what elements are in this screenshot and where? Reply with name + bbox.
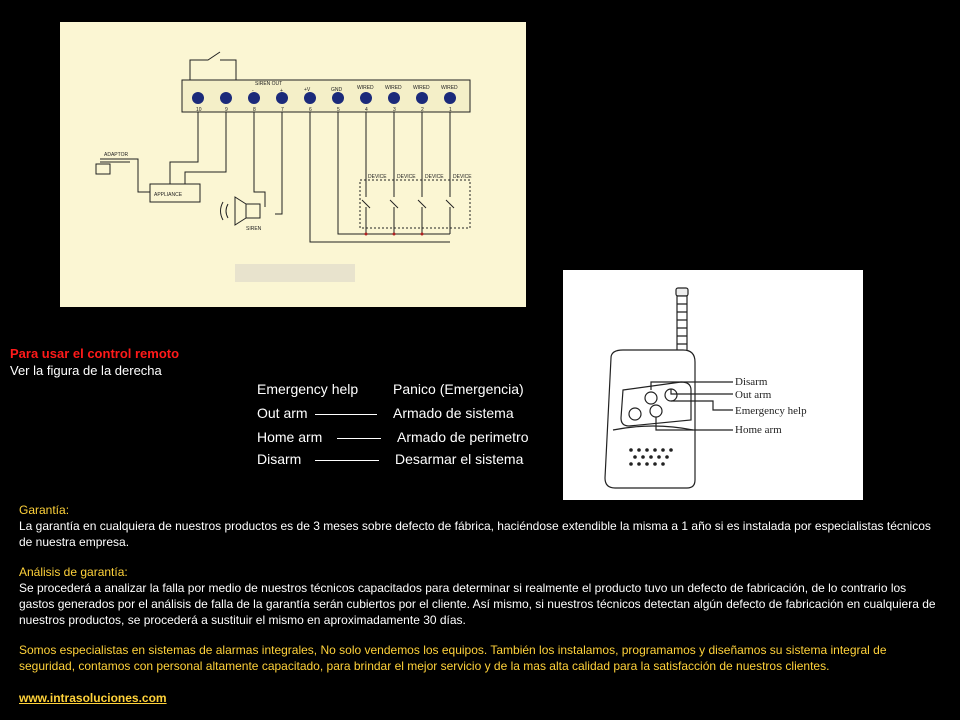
v-label: +V [304,87,311,93]
arrow-icon [337,433,389,443]
analisis-body: Se procederá a analizar la falla por medio de nuestros técnicos capacitados para determinar si realmente el producto tuvo un defecto de fabricación, de lo contrario los gastos generados por el análisis de falla de la garantía serán cubiertos por el cliente. Así mismo, si nuestros técnicos detectan algún defecto de fabricación en cualquiera de nuestros productos, se procederá a sustituir el mismo en aproximadamente 30 días. [19,581,936,627]
mapping-es: Armado de sistema [393,405,514,421]
siren-out-label: SIREN OUT [255,81,283,87]
remote-disarm-label: Disarm [735,376,768,388]
wired-label: WIRED [413,85,430,91]
appliance-label: APPLIANCE [154,192,183,198]
terminal-number: 5 [337,107,340,113]
instructions-header [10,345,179,379]
terminal-number: 9 [225,107,228,113]
terminal-number: 10 [196,107,202,113]
instructions-subtitle: Ver la figura de la derecha [10,363,162,378]
terminal-number: 4 [365,107,368,113]
arrow-icon [315,455,387,465]
garantia-body: La garantía en cualquiera de nuestros productos es de 3 meses sobre defecto de fábrica, haciéndose extendible la misma a 1 año si es instalada por especialistas técnicos de nuestra empresa. [19,519,931,549]
mapping-row [257,429,529,445]
device-label: DEVICE [368,174,387,180]
mapping-es: Panico (Emergencia) [393,381,524,397]
device-label: DEVICE [397,174,416,180]
mapping-en: Home arm [257,429,323,445]
website-link[interactable]: www.intrasoluciones.com [19,691,167,705]
mapping-es: Armado de perimetro [397,429,529,445]
mapping-en: Out arm [257,405,308,421]
wired-label: WIRED [357,85,374,91]
mapping-en: Emergency help [257,381,359,397]
plus-label: + [280,88,283,94]
instructions-title: Para usar el control remoto [10,346,180,361]
remote-control-figure [563,270,863,500]
about-text: Somos especialistas en sistemas de alarmas integrales, No solo vendemos los equipos. También los instalamos, programamos y diseñamos su sistema integral de seguridad, contamos con personal altamente capacitado, para brindar el mejor servicio y de la mas alta calidad para la satisfacción de nuestros clientes. [19,643,887,673]
terminal-number: 2 [421,107,424,113]
mapping-row [257,381,524,397]
device-label: DEVICE [453,174,472,180]
terminal-number: 1 [449,107,452,113]
remote-emergency-label: Emergency help [735,405,807,417]
analisis-title: Análisis de garantía: [19,565,128,579]
device-label: DEVICE [425,174,444,180]
terminal-number: 7 [281,107,284,113]
wired-label: WIRED [441,85,458,91]
wiring-diagram-svg [60,22,526,307]
wired-label: WIRED [385,85,402,91]
remote-out-arm-label: Out arm [735,389,772,401]
arrow-icon [315,409,385,419]
minus-label: - [252,88,254,94]
terminal-number: 6 [309,107,312,113]
remote-control-svg [563,270,863,500]
website-container [19,690,167,706]
garantia-title: Garantía: [19,503,70,517]
terminal-number: 3 [393,107,396,113]
mapping-en: Disarm [257,451,302,467]
wiring-diagram [60,22,526,307]
gnd-label: GND [331,87,343,93]
mapping-row [257,451,523,467]
mapping-row [257,405,514,421]
remote-home-arm-label: Home arm [735,424,782,436]
siren-label: SIREN [246,226,262,232]
mapping-es: Desarmar el sistema [395,451,524,467]
terminal-number: 8 [253,107,256,113]
adaptor-label: ADAPTOR [104,152,129,158]
